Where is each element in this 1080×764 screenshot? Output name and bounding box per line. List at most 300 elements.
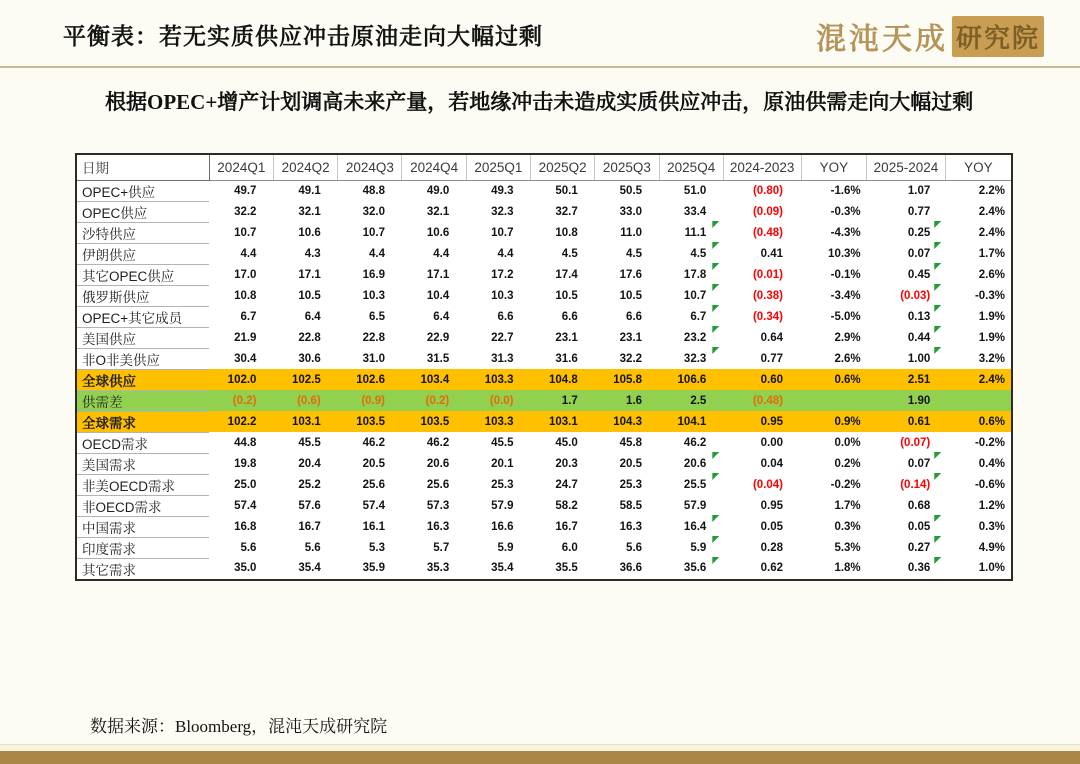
table-row <box>76 495 1012 516</box>
cell-value: 0.6% <box>834 373 861 386</box>
cell-value: 0.45 <box>907 268 931 281</box>
table-cell <box>531 222 595 243</box>
table-cell <box>659 369 723 390</box>
table-cell <box>531 432 595 453</box>
table-cell <box>945 369 1012 390</box>
table-row <box>76 243 1012 264</box>
table-cell <box>867 264 946 285</box>
cell-value: 49.7 <box>234 184 257 197</box>
column-header: 2024Q3 <box>338 154 402 181</box>
table-cell <box>209 264 273 285</box>
cell-value: 49.0 <box>426 184 450 197</box>
table-cell <box>402 180 466 201</box>
table-cell <box>402 264 466 285</box>
cell-value: 4.4 <box>368 247 385 260</box>
cell-value: 2.9% <box>834 331 861 344</box>
table-cell <box>867 558 946 580</box>
cell-value: (0.0) <box>489 394 514 407</box>
cell-value: 5.9 <box>690 541 707 554</box>
table-cell <box>466 285 530 306</box>
green-flag-icon <box>934 536 941 543</box>
cell-value: 10.5 <box>298 289 321 302</box>
cell-value: 103.3 <box>484 373 514 386</box>
table-cell <box>209 558 273 580</box>
table-cell <box>723 537 801 558</box>
cell-value: 3.2% <box>978 352 1005 365</box>
row-label: OPEC+供应 <box>76 180 209 201</box>
cell-value: -0.3% <box>974 289 1005 302</box>
cell-value: 20.6 <box>683 457 707 470</box>
table-cell <box>209 516 273 537</box>
cell-value: 0.28 <box>760 541 783 554</box>
table-cell <box>595 432 659 453</box>
cell-value: 30.6 <box>298 352 321 365</box>
table-cell <box>801 537 867 558</box>
table-cell <box>801 264 867 285</box>
table-cell <box>466 495 530 516</box>
cell-value: 0.6% <box>978 415 1005 428</box>
cell-value: 35.9 <box>362 562 385 575</box>
table-cell <box>402 348 466 369</box>
cell-value: 32.2 <box>619 352 643 365</box>
cell-value: 0.2% <box>834 457 861 470</box>
cell-value: 32.0 <box>362 205 385 218</box>
table-cell <box>659 264 723 285</box>
cell-value: 0.44 <box>907 331 931 344</box>
table-cell <box>945 348 1012 369</box>
table-cell <box>531 411 595 432</box>
cell-value: 25.0 <box>234 478 257 491</box>
table-cell <box>402 537 466 558</box>
cell-value: 2.2% <box>978 184 1005 197</box>
cell-value: 16.6 <box>491 520 514 533</box>
table-cell <box>209 453 273 474</box>
cell-value: -0.2% <box>830 478 861 491</box>
table-cell <box>867 474 946 495</box>
cell-value: 4.5 <box>561 247 578 260</box>
table-cell <box>531 369 595 390</box>
cell-value: 103.1 <box>549 415 578 428</box>
table-cell <box>723 285 801 306</box>
table-cell <box>531 243 595 264</box>
column-header: 2025Q2 <box>531 154 595 181</box>
table-cell <box>801 369 867 390</box>
cell-value: 22.8 <box>298 331 321 344</box>
table-cell <box>945 264 1012 285</box>
table-cell <box>531 516 595 537</box>
green-flag-icon <box>712 515 719 522</box>
cell-value: 57.9 <box>491 499 514 512</box>
table-cell <box>945 558 1012 580</box>
table-cell <box>723 348 801 369</box>
table-cell <box>801 222 867 243</box>
table-cell <box>209 243 273 264</box>
cell-value: 10.3 <box>491 289 514 302</box>
table-cell <box>659 411 723 432</box>
row-label: 非O非美供应 <box>76 348 209 369</box>
cell-value: 6.5 <box>368 310 385 323</box>
cell-value: -0.6% <box>974 478 1005 491</box>
table-cell <box>466 201 530 222</box>
table-header-row <box>76 154 1012 181</box>
table-cell <box>338 516 402 537</box>
green-flag-icon <box>934 473 941 480</box>
table-cell <box>723 264 801 285</box>
cell-value: 44.8 <box>234 436 257 449</box>
table-cell <box>273 264 337 285</box>
balance-table <box>75 153 1013 581</box>
table-cell <box>209 306 273 327</box>
table-cell <box>867 537 946 558</box>
row-label: 全球需求 <box>76 411 209 432</box>
column-header: 2024Q1 <box>209 154 273 181</box>
cell-value: 23.2 <box>683 331 707 344</box>
cell-value: 25.5 <box>683 478 707 491</box>
cell-value: 102.6 <box>356 373 385 386</box>
table-cell <box>209 180 273 201</box>
green-flag-icon <box>934 284 941 291</box>
cell-value: 10.3% <box>828 247 861 260</box>
table-cell <box>402 390 466 411</box>
cell-value: 5.3 <box>368 541 385 554</box>
green-flag-icon <box>712 221 719 228</box>
table-cell <box>273 474 337 495</box>
table-cell <box>723 516 801 537</box>
cell-value: 1.9% <box>978 331 1005 344</box>
table-cell <box>338 474 402 495</box>
cell-value: 25.3 <box>619 478 643 491</box>
row-label: 美国供应 <box>76 327 209 348</box>
table-row <box>76 222 1012 243</box>
cell-value: 0.77 <box>907 205 931 218</box>
table-cell <box>723 327 801 348</box>
table-cell <box>659 390 723 411</box>
cell-value: -5.0% <box>830 310 861 323</box>
row-label: OPEC+其它成员 <box>76 306 209 327</box>
cell-value: 10.8 <box>555 226 578 239</box>
table-cell <box>801 495 867 516</box>
cell-value: 50.1 <box>555 184 578 197</box>
cell-value: (0.2) <box>425 394 450 407</box>
table-cell <box>945 222 1012 243</box>
cell-value: 10.7 <box>234 226 257 239</box>
cell-value: 10.6 <box>426 226 450 239</box>
table-cell <box>867 369 946 390</box>
cell-value: 6.6 <box>626 310 643 323</box>
table-cell <box>945 201 1012 222</box>
table-cell <box>273 285 337 306</box>
table-cell <box>466 558 530 580</box>
table-cell <box>659 285 723 306</box>
cell-value: 5.7 <box>433 541 450 554</box>
cell-value: (0.03) <box>900 289 931 302</box>
cell-value: 0.04 <box>760 457 783 470</box>
table-cell <box>466 264 530 285</box>
table-cell <box>209 495 273 516</box>
cell-value: 45.5 <box>298 436 321 449</box>
cell-value: 10.5 <box>619 289 643 302</box>
page-title: 平衡表：若无实质供应冲击原油走向大幅过剩 <box>63 24 543 49</box>
green-flag-icon <box>712 536 719 543</box>
table-cell <box>402 432 466 453</box>
cell-value: (0.09) <box>752 205 783 218</box>
table-cell <box>595 201 659 222</box>
row-label: 沙特供应 <box>76 222 209 243</box>
table-cell <box>338 537 402 558</box>
green-flag-icon <box>712 473 719 480</box>
cell-value: 2.51 <box>907 373 931 386</box>
table-cell <box>209 432 273 453</box>
cell-value: (0.2) <box>232 394 257 407</box>
table-cell <box>659 453 723 474</box>
table-cell <box>338 327 402 348</box>
table-cell <box>801 201 867 222</box>
logo-badge: 研究院 <box>952 16 1044 57</box>
cell-value: 24.7 <box>555 478 578 491</box>
cell-value: 23.1 <box>555 331 578 344</box>
table-row <box>76 558 1012 580</box>
cell-value: 10.6 <box>298 226 321 239</box>
cell-value: 10.7 <box>491 226 514 239</box>
row-label: 非美OECD需求 <box>76 474 209 495</box>
cell-value: 32.3 <box>491 205 514 218</box>
table-cell <box>945 516 1012 537</box>
table-cell <box>945 285 1012 306</box>
table-cell <box>466 306 530 327</box>
green-flag-icon <box>934 452 941 459</box>
cell-value: 21.9 <box>234 331 257 344</box>
table-cell <box>945 390 1012 411</box>
cell-value: 22.9 <box>426 331 450 344</box>
cell-value: (0.48) <box>752 394 783 407</box>
table-cell <box>801 474 867 495</box>
table-cell <box>531 537 595 558</box>
table-cell <box>338 285 402 306</box>
table-cell <box>209 390 273 411</box>
logo-text: 混沌天成 <box>815 23 948 56</box>
table-cell <box>595 369 659 390</box>
cell-value: 58.5 <box>619 499 643 512</box>
cell-value: 32.1 <box>298 205 321 218</box>
table-row <box>76 516 1012 537</box>
green-flag-icon <box>934 515 941 522</box>
cell-value: 16.3 <box>619 520 643 533</box>
cell-value: -1.6% <box>830 184 861 197</box>
cell-value: 4.4 <box>433 247 450 260</box>
table-cell <box>723 432 801 453</box>
table-cell <box>209 201 273 222</box>
table-cell <box>595 264 659 285</box>
table-cell <box>801 390 867 411</box>
table-row <box>76 201 1012 222</box>
cell-value: 57.9 <box>683 499 707 512</box>
cell-value: 33.0 <box>619 205 643 218</box>
cell-value: 25.3 <box>491 478 514 491</box>
row-label: 中国需求 <box>76 516 209 537</box>
table-cell <box>659 327 723 348</box>
row-label: 其它OPEC供应 <box>76 264 209 285</box>
cell-value: 2.4% <box>978 226 1005 239</box>
table-cell <box>945 537 1012 558</box>
green-flag-icon <box>934 263 941 270</box>
cell-value: -0.2% <box>974 436 1005 449</box>
table-cell <box>723 390 801 411</box>
table-cell <box>659 495 723 516</box>
table-row <box>76 264 1012 285</box>
cell-value: 103.3 <box>484 415 514 428</box>
cell-value: 4.9% <box>978 541 1005 554</box>
table-cell <box>273 201 337 222</box>
table-cell <box>402 516 466 537</box>
green-flag-icon <box>934 557 941 564</box>
cell-value: 6.7 <box>690 310 707 323</box>
data-source: 数据来源：Bloomberg，混沌天成研究院 <box>90 717 388 736</box>
table-cell <box>402 222 466 243</box>
table-cell <box>801 411 867 432</box>
cell-value: 0.27 <box>907 541 931 554</box>
table-cell <box>273 390 337 411</box>
column-header: YOY <box>945 154 1012 181</box>
cell-value: 4.5 <box>626 247 643 260</box>
column-header-date: 日期 <box>76 154 209 181</box>
table-cell <box>801 180 867 201</box>
table-cell <box>867 327 946 348</box>
cell-value: 31.6 <box>555 352 578 365</box>
table-cell <box>867 180 946 201</box>
cell-value: 35.4 <box>491 562 514 575</box>
header <box>0 0 1080 58</box>
green-flag-icon <box>712 452 719 459</box>
table-cell <box>659 306 723 327</box>
cell-value: 17.2 <box>491 268 514 281</box>
table-cell <box>531 558 595 580</box>
cell-value: 0.4% <box>978 457 1005 470</box>
table-cell <box>209 369 273 390</box>
table-cell <box>595 390 659 411</box>
cell-value: 0.00 <box>760 436 783 449</box>
cell-value: 2.5 <box>690 394 707 407</box>
table-cell <box>945 411 1012 432</box>
column-header: 2025Q4 <box>659 154 723 181</box>
cell-value: 6.4 <box>304 310 321 323</box>
table-cell <box>723 474 801 495</box>
cell-value: 57.4 <box>362 499 385 512</box>
table-cell <box>466 390 530 411</box>
cell-value: 25.2 <box>298 478 321 491</box>
column-header: 2024Q4 <box>402 154 466 181</box>
bottom-strip <box>0 744 1080 751</box>
table-cell <box>273 453 337 474</box>
table-cell <box>867 453 946 474</box>
table-row <box>76 537 1012 558</box>
cell-value: 32.2 <box>234 205 257 218</box>
cell-value: 35.4 <box>298 562 321 575</box>
table-cell <box>273 327 337 348</box>
table-row <box>76 432 1012 453</box>
table-cell <box>945 243 1012 264</box>
cell-value: 0.95 <box>760 415 783 428</box>
green-flag-icon <box>712 284 719 291</box>
table-cell <box>273 516 337 537</box>
cell-value: 57.3 <box>426 499 450 512</box>
table-cell <box>723 222 801 243</box>
cell-value: 0.3% <box>978 520 1005 533</box>
table-cell <box>659 537 723 558</box>
green-flag-icon <box>934 305 941 312</box>
table-cell <box>338 348 402 369</box>
cell-value: 46.2 <box>362 436 385 449</box>
cell-value: 20.4 <box>298 457 321 470</box>
cell-value: 17.8 <box>683 268 707 281</box>
table-cell <box>867 390 946 411</box>
table-cell <box>273 432 337 453</box>
cell-value: 2.4% <box>978 373 1005 386</box>
cell-value: 6.4 <box>433 310 450 323</box>
row-label: 其它需求 <box>76 558 209 580</box>
cell-value: 51.0 <box>683 184 707 197</box>
cell-value: 5.9 <box>497 541 514 554</box>
cell-value: 32.7 <box>555 205 578 218</box>
table-cell <box>723 306 801 327</box>
cell-value: 5.6 <box>304 541 321 554</box>
column-header: YOY <box>801 154 867 181</box>
cell-value: 6.0 <box>561 541 578 554</box>
table-cell <box>531 285 595 306</box>
table-cell <box>402 369 466 390</box>
cell-value: 49.3 <box>491 184 514 197</box>
cell-value: 0.60 <box>760 373 783 386</box>
table-cell <box>209 474 273 495</box>
cell-value: -4.3% <box>830 226 861 239</box>
cell-value: -0.3% <box>830 205 861 218</box>
table-row <box>76 180 1012 201</box>
green-flag-icon <box>712 347 719 354</box>
green-flag-icon <box>934 347 941 354</box>
table-cell <box>595 243 659 264</box>
table-cell <box>659 180 723 201</box>
cell-value: 0.62 <box>760 562 783 575</box>
cell-value: 10.7 <box>362 226 385 239</box>
cell-value: 5.6 <box>240 541 257 554</box>
table-cell <box>867 201 946 222</box>
table-cell <box>402 285 466 306</box>
cell-value: 1.7% <box>978 247 1005 260</box>
cell-value: 16.3 <box>426 520 450 533</box>
table-cell <box>531 390 595 411</box>
cell-value: 46.2 <box>683 436 707 449</box>
table-cell <box>402 474 466 495</box>
table-cell <box>595 222 659 243</box>
table-cell <box>801 432 867 453</box>
table-cell <box>466 411 530 432</box>
table-cell <box>867 243 946 264</box>
cell-value: 23.1 <box>619 331 643 344</box>
cell-value: 20.1 <box>491 457 514 470</box>
cell-value: 104.8 <box>549 373 578 386</box>
table-cell <box>273 558 337 580</box>
cell-value: 2.6% <box>834 352 861 365</box>
cell-value: (0.38) <box>752 289 783 302</box>
cell-value: 1.7% <box>834 499 861 512</box>
table-cell <box>867 348 946 369</box>
cell-value: 0.77 <box>760 352 783 365</box>
cell-value: (0.04) <box>752 478 783 491</box>
cell-value: 17.1 <box>298 268 321 281</box>
cell-value: 10.8 <box>234 289 257 302</box>
cell-value: 0.07 <box>907 247 931 260</box>
cell-value: 6.6 <box>497 310 514 323</box>
cell-value: (0.80) <box>752 184 783 197</box>
